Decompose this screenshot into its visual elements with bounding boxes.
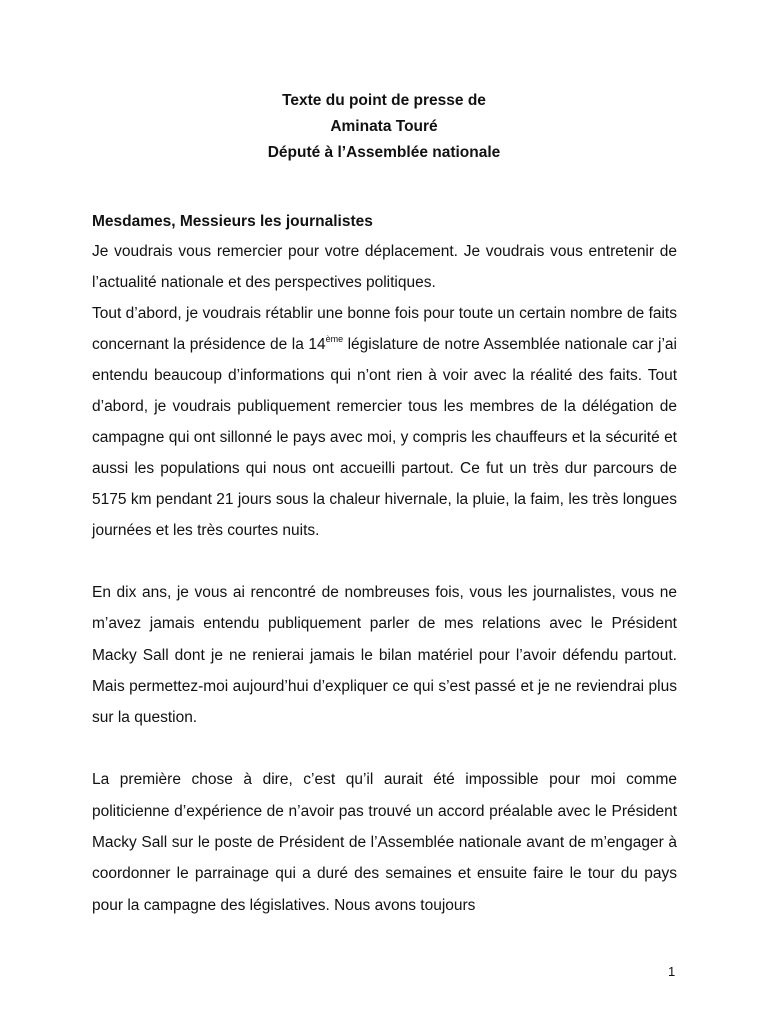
intro-sentence-1: Je voudrais vous remercier pour votre déplacement. Je voudrais vous entretenir de l’actualité nationale et des perspectives politiques. [92,243,677,291]
title-line-1: Texte du point de presse de [282,92,486,109]
page-number: 1 [668,964,676,979]
intro-text-b: législature de notre Assemblée nationale car j’ai entendu beaucoup d’informations qui n’ont rien à voir avec la réalité des faits. Tout d’abord, je voudrais publiquement remercier tous les membres de la délégation de campagne qui ont sillonné le pays avec moi, y compris les chauffeurs et la sécurité et aussi les populations qui nous ont accueilli partout. Ce fut un très dur parcours de 5175 km pendant 21 jours sous la chaleur hivernale, la pluie, la faim, les très longues journées et les très courtes nuits. [92,336,677,539]
title-line-3: Député à l’Assemblée nationale [267,144,501,161]
document-body [92,208,677,921]
title-line-2: Aminata Touré [330,118,438,135]
document-title-block [0,88,768,166]
intro-paragraph [92,236,677,546]
greeting-heading: Mesdames, Messieurs les journalistes [92,213,373,230]
ordinal-superscript: ème [325,334,344,344]
intro-sentence-2 [92,298,677,546]
paragraph-agreement: La première chose à dire, c’est qu’il aurait été impossible pour moi comme politicienne d’expérience de n’avoir pas trouvé un accord préalable avec le Président Macky Sall sur le poste de Président de l’Assemblée nationale avant de m’engager à coordonner le parrainage qui a duré des semaines et ensuite faire le tour du pays pour la campagne des législatives. Nous avons toujours [92,771,677,914]
paragraph-journalists: En dix ans, je vous ai rencontré de nombreuses fois, vous les journalistes, vous ne m’avez jamais entendu publiquement parler de mes relations avec le Président Macky Sall dont je ne renierai jamais le bilan matériel pour l’avoir défendu partout. Mais permettez-moi aujourd’hui d’expliquer ce qui s’est passé et je ne reviendrai plus sur la question. [92,584,677,727]
intro-text-a: Tout d’abord, je voudrais rétablir une bonne fois pour toute un certain nombre de faits concernant la présidence de la 14 [92,305,677,353]
